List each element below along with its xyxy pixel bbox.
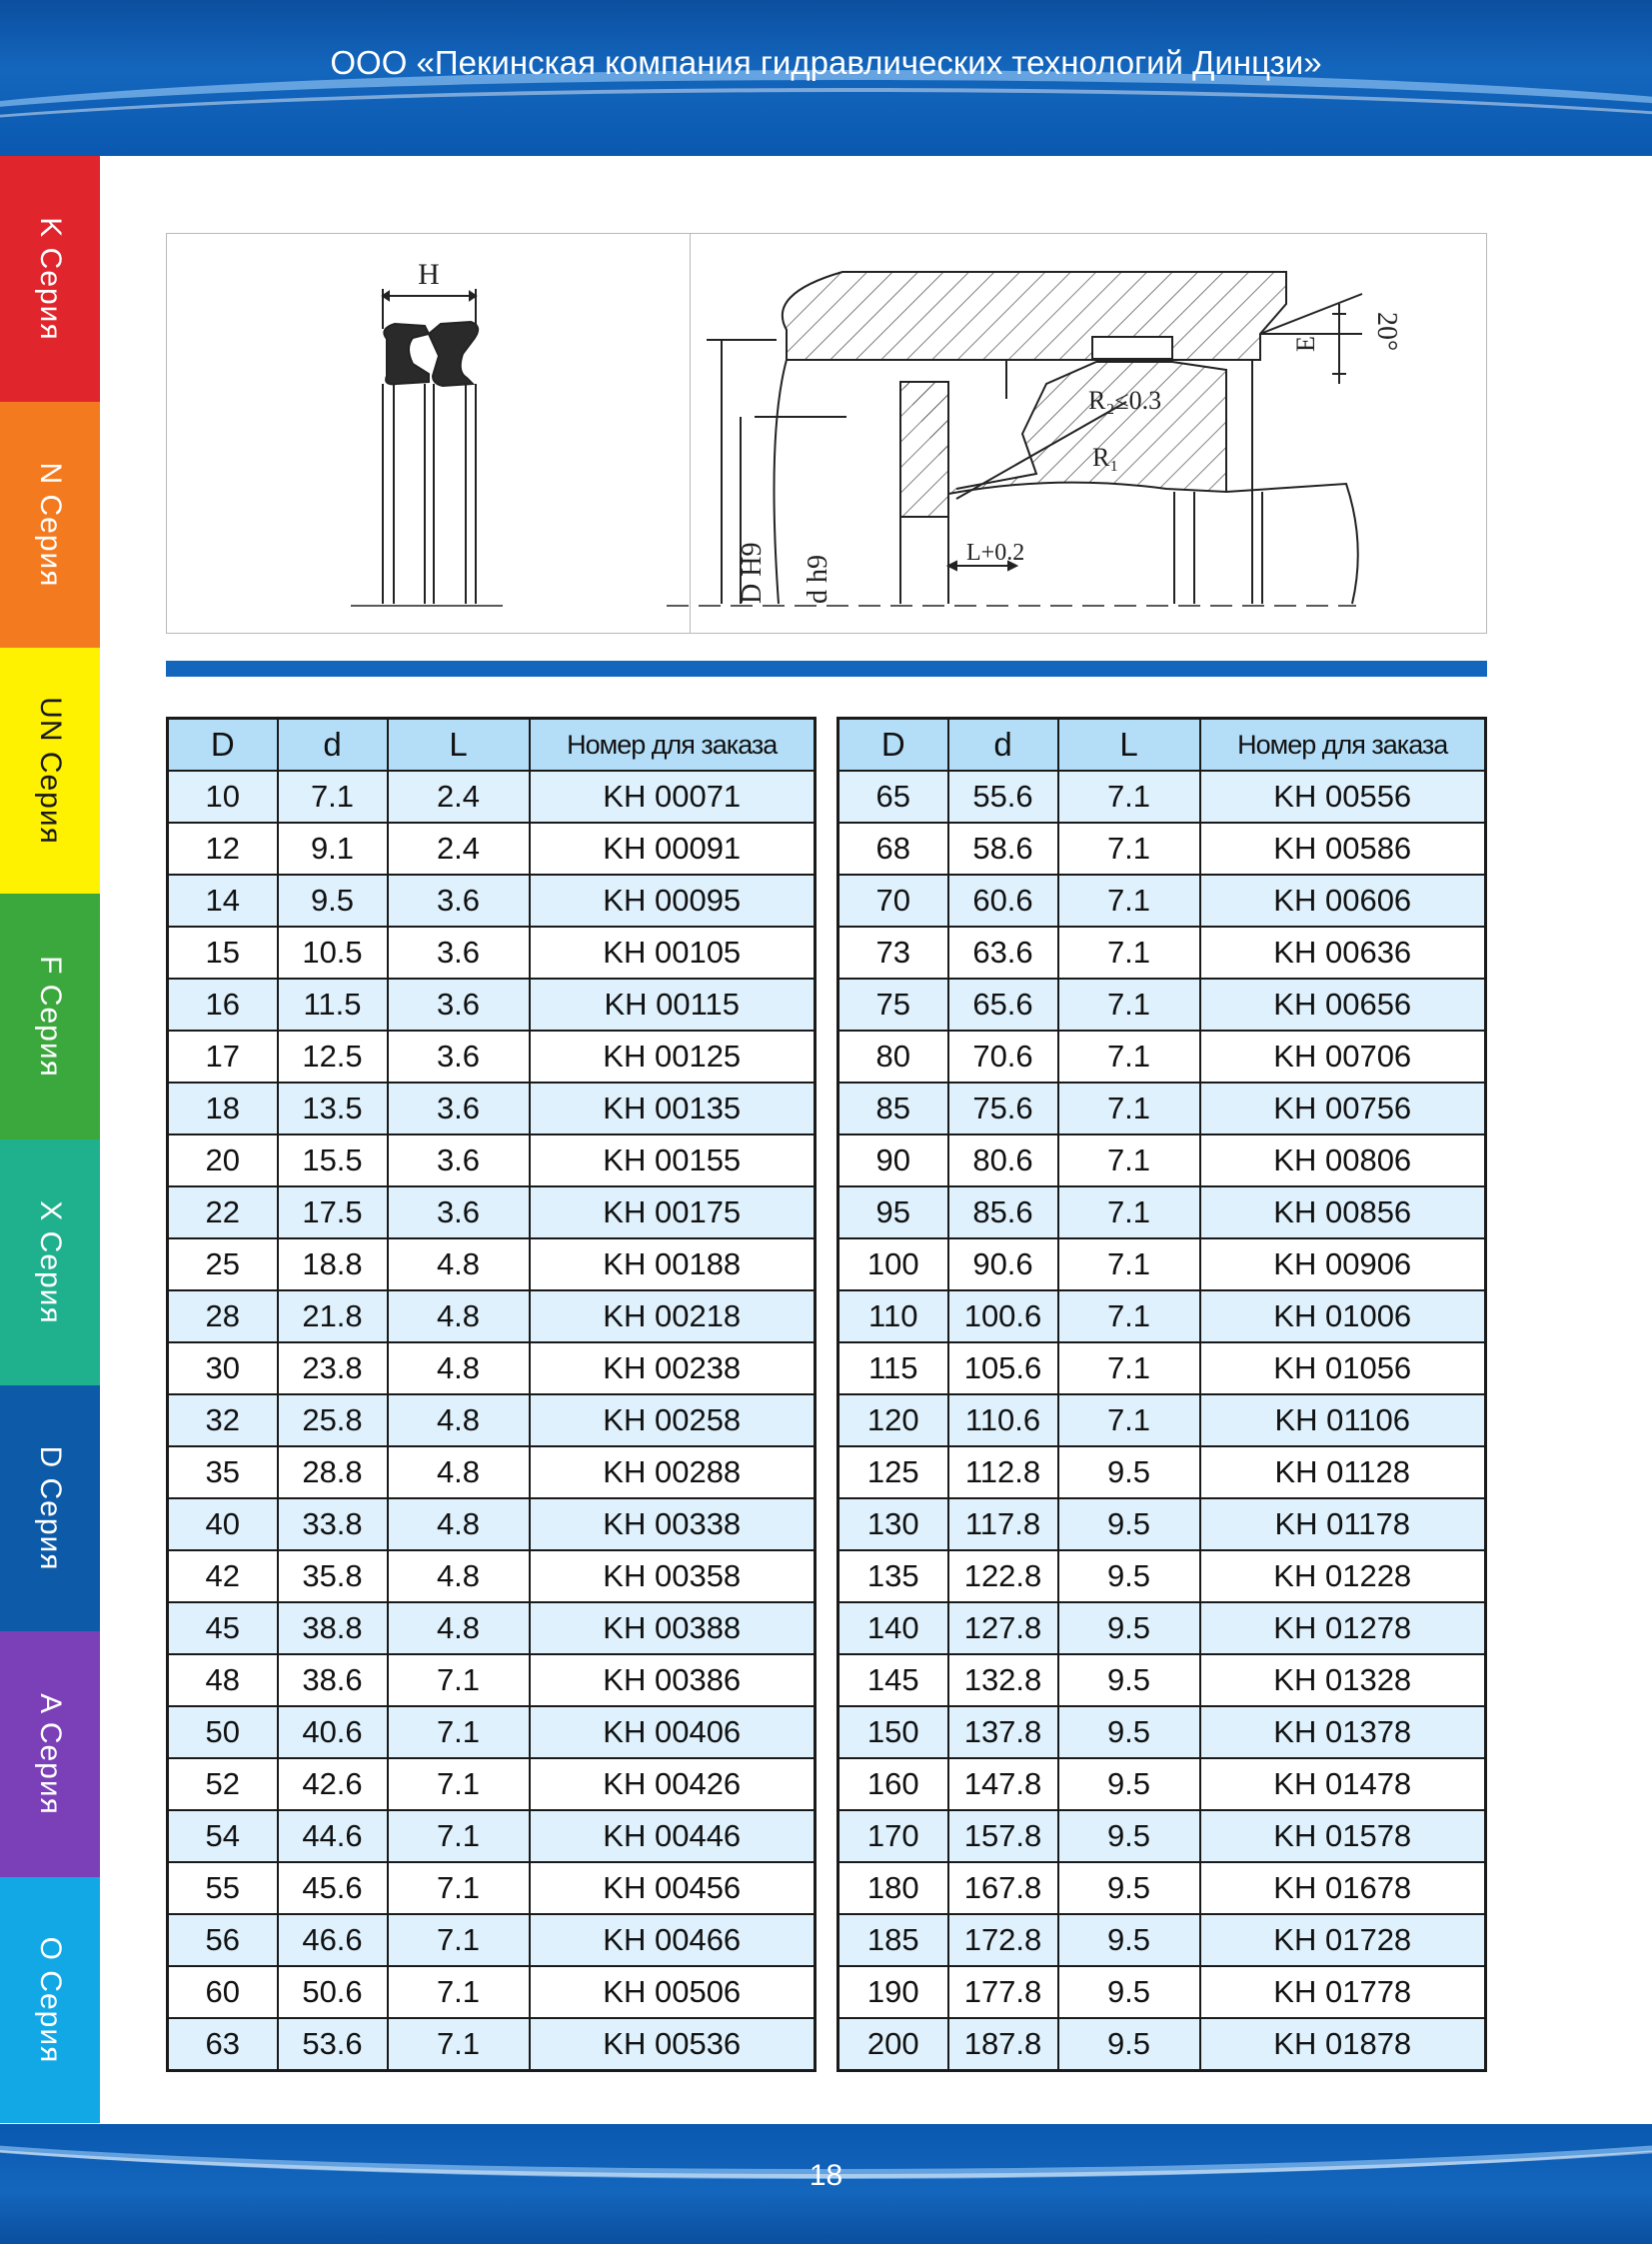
cell-order-number: KH 01128 (1200, 1446, 1486, 1498)
series-tab-label: D Серия (34, 1445, 67, 1571)
table-row (838, 2018, 1486, 2071)
table-row (838, 1550, 1486, 1602)
cell-d: 85.6 (948, 1186, 1058, 1238)
series-tab[interactable] (0, 1385, 100, 1631)
table-row (168, 1186, 816, 1238)
cell-L: 3.6 (388, 1134, 530, 1186)
col-header-order-number: Номер для заказа (1200, 719, 1486, 772)
cell-d: 105.6 (948, 1342, 1058, 1394)
cell-D: 200 (838, 2018, 948, 2071)
cell-d: 90.6 (948, 1238, 1058, 1290)
cell-order-number: KH 00506 (530, 1966, 816, 2018)
series-tab[interactable] (0, 894, 100, 1139)
table-row (838, 1186, 1486, 1238)
cell-d: 132.8 (948, 1654, 1058, 1706)
series-tab-label: X Серия (34, 1200, 67, 1324)
cell-L: 7.1 (1058, 1083, 1200, 1134)
cell-L: 7.1 (388, 2018, 530, 2071)
cell-L: 7.1 (388, 1862, 530, 1914)
cell-order-number: KH 00466 (530, 1914, 816, 1966)
cell-L: 9.5 (1058, 1966, 1200, 2018)
table-row (838, 1758, 1486, 1810)
technical-drawing (166, 233, 1487, 634)
cell-d: 70.6 (948, 1031, 1058, 1083)
cell-L: 3.6 (388, 1083, 530, 1134)
page-header (0, 0, 1652, 156)
cell-order-number: KH 01678 (1200, 1862, 1486, 1914)
cell-order-number: KH 00338 (530, 1498, 816, 1550)
page-footer (0, 2124, 1652, 2244)
cell-order-number: KH 00386 (530, 1654, 816, 1706)
cell-d: 38.8 (278, 1602, 388, 1654)
cell-order-number: KH 00706 (1200, 1031, 1486, 1083)
table-row (168, 1914, 816, 1966)
table-row (168, 1394, 816, 1446)
cell-order-number: KH 00238 (530, 1342, 816, 1394)
cell-d: 35.8 (278, 1550, 388, 1602)
series-tab[interactable] (0, 1877, 100, 2123)
table-row (838, 1654, 1486, 1706)
cell-d: 100.6 (948, 1290, 1058, 1342)
cell-D: 63 (168, 2018, 278, 2071)
cell-L: 9.5 (1058, 1810, 1200, 1862)
cell-L: 4.8 (388, 1238, 530, 1290)
cell-d: 12.5 (278, 1031, 388, 1083)
cell-L: 7.1 (1058, 1238, 1200, 1290)
cell-D: 130 (838, 1498, 948, 1550)
cell-L: 3.6 (388, 979, 530, 1031)
cell-d: 40.6 (278, 1706, 388, 1758)
cell-d: 60.6 (948, 875, 1058, 927)
cell-D: 18 (168, 1083, 278, 1134)
table-row (838, 1342, 1486, 1394)
cell-order-number: KH 00358 (530, 1550, 816, 1602)
cell-L: 4.8 (388, 1550, 530, 1602)
table-row (838, 1394, 1486, 1446)
cell-d: 13.5 (278, 1083, 388, 1134)
e-label: E (1291, 336, 1320, 352)
cell-D: 32 (168, 1394, 278, 1446)
cell-d: 157.8 (948, 1810, 1058, 1862)
cell-d: 7.1 (278, 771, 388, 823)
d-big-label: D H9 (737, 542, 768, 604)
cell-D: 55 (168, 1862, 278, 1914)
cell-L: 7.1 (1058, 1394, 1200, 1446)
cell-L: 3.6 (388, 1186, 530, 1238)
cell-D: 110 (838, 1290, 948, 1342)
cell-D: 40 (168, 1498, 278, 1550)
cell-d: 75.6 (948, 1083, 1058, 1134)
cell-d: 147.8 (948, 1758, 1058, 1810)
cell-L: 9.5 (1058, 1498, 1200, 1550)
cell-L: 9.5 (1058, 1758, 1200, 1810)
table-row (838, 875, 1486, 927)
cell-order-number: KH 00125 (530, 1031, 816, 1083)
cell-order-number: KH 00636 (1200, 927, 1486, 979)
cell-L: 3.6 (388, 927, 530, 979)
cell-D: 170 (838, 1810, 948, 1862)
cell-d: 9.1 (278, 823, 388, 875)
cell-order-number: KH 01378 (1200, 1706, 1486, 1758)
cell-D: 95 (838, 1186, 948, 1238)
cell-order-number: KH 01328 (1200, 1654, 1486, 1706)
cell-order-number: KH 00856 (1200, 1186, 1486, 1238)
table-row (838, 1914, 1486, 1966)
table-row (168, 1134, 816, 1186)
cell-D: 75 (838, 979, 948, 1031)
cell-order-number: KH 00091 (530, 823, 816, 875)
table-row (838, 1290, 1486, 1342)
cell-order-number: KH 00188 (530, 1238, 816, 1290)
series-tab-label: UN Серия (34, 697, 67, 845)
angle-label: 20° (1371, 312, 1402, 352)
col-header-D: D (168, 719, 278, 772)
cell-L: 7.1 (1058, 927, 1200, 979)
cell-order-number: KH 00115 (530, 979, 816, 1031)
col-header-D: D (838, 719, 948, 772)
cell-D: 180 (838, 1862, 948, 1914)
cell-order-number: KH 01106 (1200, 1394, 1486, 1446)
cell-order-number: KH 00288 (530, 1446, 816, 1498)
cell-order-number: KH 01228 (1200, 1550, 1486, 1602)
cell-L: 9.5 (1058, 1862, 1200, 1914)
cell-order-number: KH 01056 (1200, 1342, 1486, 1394)
table-row (838, 1602, 1486, 1654)
table-row (168, 1446, 816, 1498)
cell-L: 7.1 (1058, 1186, 1200, 1238)
table-row (168, 1654, 816, 1706)
cell-D: 185 (838, 1914, 948, 1966)
cell-D: 100 (838, 1238, 948, 1290)
cell-D: 35 (168, 1446, 278, 1498)
cell-D: 48 (168, 1654, 278, 1706)
cell-D: 50 (168, 1706, 278, 1758)
cell-d: 65.6 (948, 979, 1058, 1031)
cell-d: 18.8 (278, 1238, 388, 1290)
cell-L: 7.1 (388, 1706, 530, 1758)
cell-D: 60 (168, 1966, 278, 2018)
cell-L: 7.1 (1058, 1342, 1200, 1394)
cell-order-number: KH 01278 (1200, 1602, 1486, 1654)
table-row (838, 1706, 1486, 1758)
cell-L: 2.4 (388, 823, 530, 875)
cell-D: 45 (168, 1602, 278, 1654)
cell-d: 10.5 (278, 927, 388, 979)
cell-d: 112.8 (948, 1446, 1058, 1498)
table-row (168, 1031, 816, 1083)
cell-D: 42 (168, 1550, 278, 1602)
cell-D: 68 (838, 823, 948, 875)
cell-order-number: KH 00756 (1200, 1083, 1486, 1134)
cell-order-number: KH 00536 (530, 2018, 816, 2071)
h-label: H (418, 258, 440, 291)
cell-d: 137.8 (948, 1706, 1058, 1758)
cell-D: 125 (838, 1446, 948, 1498)
cell-order-number: KH 01178 (1200, 1498, 1486, 1550)
cell-D: 15 (168, 927, 278, 979)
cell-d: 44.6 (278, 1810, 388, 1862)
table-header-row (168, 719, 816, 772)
cell-L: 7.1 (1058, 1290, 1200, 1342)
cell-d: 28.8 (278, 1446, 388, 1498)
series-tab[interactable] (0, 156, 100, 402)
cell-D: 20 (168, 1134, 278, 1186)
cell-L: 4.8 (388, 1446, 530, 1498)
cell-d: 172.8 (948, 1914, 1058, 1966)
cell-D: 28 (168, 1290, 278, 1342)
cell-d: 110.6 (948, 1394, 1058, 1446)
cell-L: 2.4 (388, 771, 530, 823)
cell-order-number: KH 00446 (530, 1810, 816, 1862)
section-divider-bar (166, 661, 1487, 677)
cell-L: 4.8 (388, 1498, 530, 1550)
l-label: L+0.2 (966, 540, 1025, 566)
cell-d: 177.8 (948, 1966, 1058, 2018)
cell-L: 7.1 (388, 1758, 530, 1810)
table-row (838, 1238, 1486, 1290)
cell-order-number: KH 00456 (530, 1862, 816, 1914)
table-row (168, 823, 816, 875)
cell-d: 117.8 (948, 1498, 1058, 1550)
cell-L: 9.5 (1058, 1654, 1200, 1706)
col-header-L: L (1058, 719, 1200, 772)
table-row (168, 1758, 816, 1810)
table-row (838, 1134, 1486, 1186)
cell-L: 7.1 (1058, 823, 1200, 875)
cell-D: 65 (838, 771, 948, 823)
cell-L: 7.1 (1058, 1134, 1200, 1186)
cell-L: 9.5 (1058, 1550, 1200, 1602)
cell-order-number: KH 00388 (530, 1602, 816, 1654)
table-row (838, 1083, 1486, 1134)
cell-d: 45.6 (278, 1862, 388, 1914)
cell-D: 135 (838, 1550, 948, 1602)
cell-d: 167.8 (948, 1862, 1058, 1914)
cell-order-number: KH 00556 (1200, 771, 1486, 823)
cell-d: 11.5 (278, 979, 388, 1031)
cell-L: 7.1 (1058, 771, 1200, 823)
cell-d: 187.8 (948, 2018, 1058, 2071)
cell-L: 9.5 (1058, 1602, 1200, 1654)
cell-order-number: KH 01478 (1200, 1758, 1486, 1810)
table-row (168, 1966, 816, 2018)
cell-d: 122.8 (948, 1550, 1058, 1602)
cell-d: 25.8 (278, 1394, 388, 1446)
cell-D: 14 (168, 875, 278, 927)
cell-D: 22 (168, 1186, 278, 1238)
cell-order-number: KH 00175 (530, 1186, 816, 1238)
cell-L: 7.1 (388, 1810, 530, 1862)
cell-order-number: KH 00218 (530, 1290, 816, 1342)
cell-order-number: KH 00806 (1200, 1134, 1486, 1186)
table-row (168, 1342, 816, 1394)
cell-order-number: KH 00071 (530, 771, 816, 823)
cell-d: 63.6 (948, 927, 1058, 979)
cell-D: 16 (168, 979, 278, 1031)
table-row (168, 1498, 816, 1550)
cell-order-number: KH 00095 (530, 875, 816, 927)
cell-D: 150 (838, 1706, 948, 1758)
cell-L: 7.1 (1058, 875, 1200, 927)
table-row (838, 1446, 1486, 1498)
cell-L: 4.8 (388, 1342, 530, 1394)
table-row (838, 1498, 1486, 1550)
cell-order-number: KH 00135 (530, 1083, 816, 1134)
series-tab-label: F Серия (34, 956, 67, 1078)
cell-L: 9.5 (1058, 1706, 1200, 1758)
cell-D: 190 (838, 1966, 948, 2018)
table-row (168, 1290, 816, 1342)
cell-D: 90 (838, 1134, 948, 1186)
page-number: 18 (809, 2159, 843, 2192)
table-row (168, 1550, 816, 1602)
table-row (168, 1238, 816, 1290)
cell-order-number: KH 00406 (530, 1706, 816, 1758)
series-tab[interactable] (0, 1139, 100, 1385)
cell-d: 46.6 (278, 1914, 388, 1966)
table-row (168, 771, 816, 823)
cell-order-number: KH 01778 (1200, 1966, 1486, 2018)
cell-d: 80.6 (948, 1134, 1058, 1186)
series-tab[interactable] (0, 402, 100, 648)
cell-D: 140 (838, 1602, 948, 1654)
series-tab[interactable] (0, 648, 100, 894)
cell-order-number: KH 00105 (530, 927, 816, 979)
table-row (168, 875, 816, 927)
series-tab-label: N Серия (34, 462, 67, 588)
table-row (838, 1810, 1486, 1862)
cell-d: 53.6 (278, 2018, 388, 2071)
cell-L: 9.5 (1058, 1446, 1200, 1498)
seal-profile (351, 289, 503, 606)
cell-L: 3.6 (388, 875, 530, 927)
cell-order-number: KH 00906 (1200, 1238, 1486, 1290)
cell-D: 25 (168, 1238, 278, 1290)
cell-L: 7.1 (1058, 979, 1200, 1031)
table-row (838, 1031, 1486, 1083)
cell-D: 160 (838, 1758, 948, 1810)
cell-L: 4.8 (388, 1394, 530, 1446)
table-row (168, 1862, 816, 1914)
cell-L: 7.1 (388, 1966, 530, 2018)
cell-D: 70 (838, 875, 948, 927)
col-header-d: d (948, 719, 1058, 772)
drawing-svg (167, 234, 1486, 633)
cell-D: 54 (168, 1810, 278, 1862)
cell-d: 58.6 (948, 823, 1058, 875)
series-tab-label: O Серия (34, 1936, 67, 2064)
cell-D: 80 (838, 1031, 948, 1083)
table-row (168, 1083, 816, 1134)
series-tab-label: A Серия (34, 1693, 67, 1815)
table-row (168, 927, 816, 979)
cell-D: 12 (168, 823, 278, 875)
cell-L: 9.5 (1058, 1914, 1200, 1966)
cell-order-number: KH 00426 (530, 1758, 816, 1810)
cell-order-number: KH 00258 (530, 1394, 816, 1446)
cell-d: 17.5 (278, 1186, 388, 1238)
cell-D: 30 (168, 1342, 278, 1394)
series-tab-label: K Серия (34, 217, 67, 341)
cell-order-number: KH 01006 (1200, 1290, 1486, 1342)
cell-L: 9.5 (1058, 2018, 1200, 2071)
cell-d: 23.8 (278, 1342, 388, 1394)
table-row (838, 1862, 1486, 1914)
table-header-row (838, 719, 1486, 772)
cell-d: 9.5 (278, 875, 388, 927)
cell-D: 56 (168, 1914, 278, 1966)
cell-d: 50.6 (278, 1966, 388, 2018)
cell-D: 10 (168, 771, 278, 823)
col-header-order-number: Номер для заказа (530, 719, 816, 772)
cell-order-number: KH 01878 (1200, 2018, 1486, 2071)
series-tab[interactable] (0, 1631, 100, 1877)
cell-d: 55.6 (948, 771, 1058, 823)
cell-L: 4.8 (388, 1602, 530, 1654)
cell-order-number: KH 01728 (1200, 1914, 1486, 1966)
table-row (168, 979, 816, 1031)
size-table-left (166, 717, 817, 2072)
cell-d: 42.6 (278, 1758, 388, 1810)
cell-d: 21.8 (278, 1290, 388, 1342)
cell-D: 73 (838, 927, 948, 979)
cell-d: 33.8 (278, 1498, 388, 1550)
cell-D: 120 (838, 1394, 948, 1446)
cell-L: 4.8 (388, 1290, 530, 1342)
cell-order-number: KH 00586 (1200, 823, 1486, 875)
r1-label: R₁ (1092, 443, 1119, 472)
cell-L: 7.1 (388, 1654, 530, 1706)
cell-L: 3.6 (388, 1031, 530, 1083)
size-table-right (836, 717, 1487, 2072)
table-row (168, 1706, 816, 1758)
cell-order-number: KH 00155 (530, 1134, 816, 1186)
cell-d: 15.5 (278, 1134, 388, 1186)
cell-D: 52 (168, 1758, 278, 1810)
col-header-L: L (388, 719, 530, 772)
cell-order-number: KH 01578 (1200, 1810, 1486, 1862)
series-tabs (0, 156, 100, 2123)
table-row (838, 771, 1486, 823)
table-row (838, 1966, 1486, 2018)
cell-L: 7.1 (1058, 1031, 1200, 1083)
table-row (838, 979, 1486, 1031)
table-row (168, 1602, 816, 1654)
cell-D: 85 (838, 1083, 948, 1134)
cell-D: 17 (168, 1031, 278, 1083)
cell-d: 127.8 (948, 1602, 1058, 1654)
table-row (838, 823, 1486, 875)
d-small-label: d h9 (803, 555, 833, 604)
table-row (168, 1810, 816, 1862)
cell-d: 38.6 (278, 1654, 388, 1706)
cell-D: 115 (838, 1342, 948, 1394)
company-title: ООО «Пекинская компания гидравлических технологий Динцзи» (330, 44, 1322, 81)
table-row (168, 2018, 816, 2071)
col-header-d: d (278, 719, 388, 772)
cell-order-number: KH 00606 (1200, 875, 1486, 927)
r2-label: R₂≤0.3 (1088, 386, 1162, 415)
cell-D: 145 (838, 1654, 948, 1706)
table-row (838, 927, 1486, 979)
cell-L: 7.1 (388, 1914, 530, 1966)
cell-order-number: KH 00656 (1200, 979, 1486, 1031)
